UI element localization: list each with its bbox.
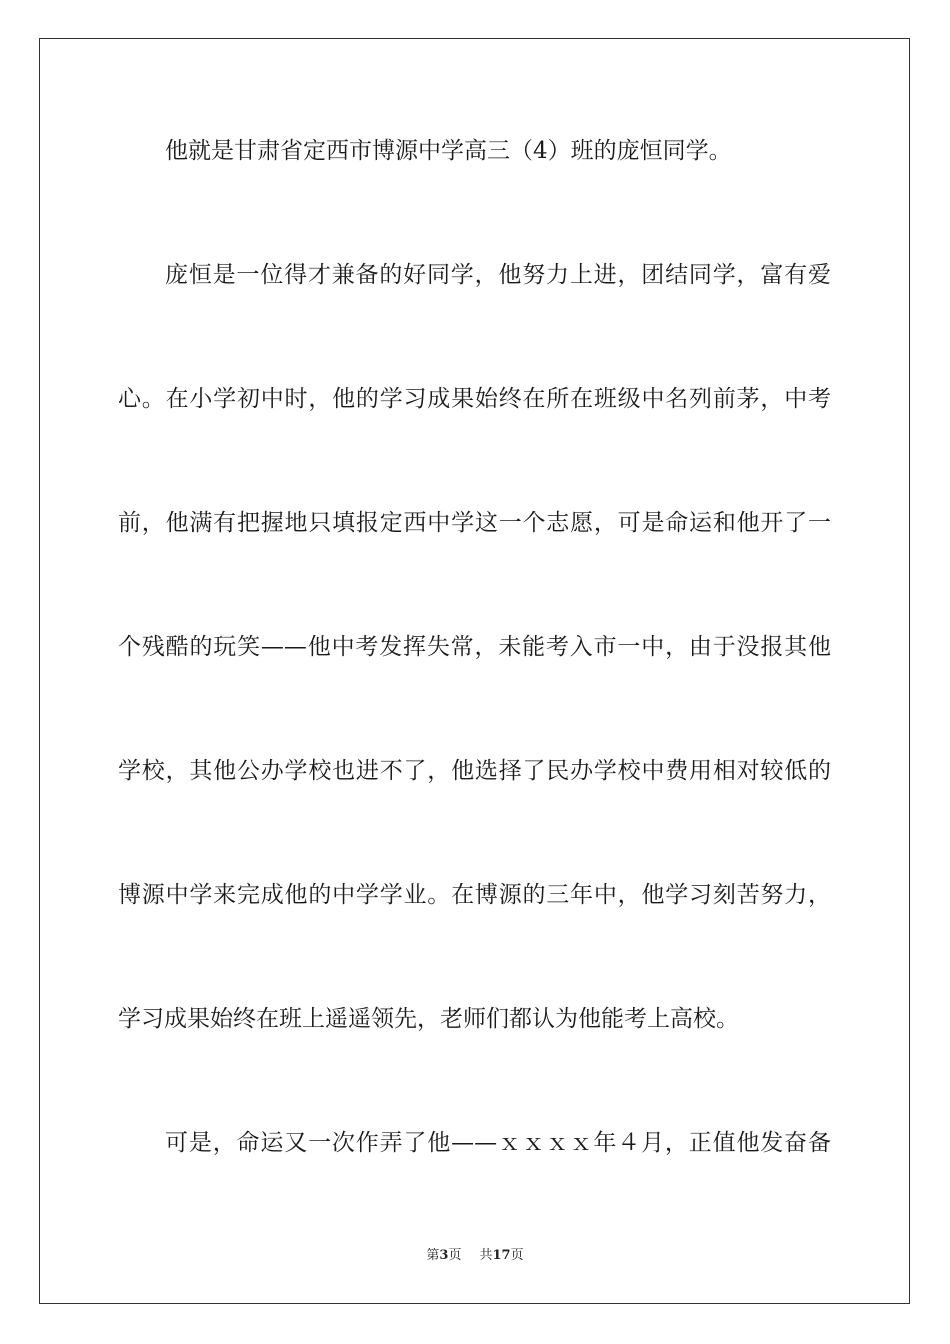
- total-suffix: 页: [510, 1248, 524, 1263]
- paragraph-line-7: 博源中学来完成他的中学学业。在博源的三年中，他学习刻苦努力，: [118, 882, 831, 908]
- page-suffix: 页: [448, 1248, 462, 1263]
- paragraph-line-4: 前，他满有把握地只填报定西中学这一个志愿，可是命运和他开了一: [118, 510, 831, 536]
- paragraph-line-8: 学习成果始终在班上遥遥领先，老师们都认为他能考上高校。: [118, 1006, 739, 1032]
- paragraph-line-1: 他就是甘肃省定西市博源中学高三（4）班的庞恒同学。: [165, 138, 732, 164]
- page-footer: [0, 1247, 950, 1265]
- page-prefix: 第: [426, 1248, 440, 1263]
- paragraph-line-9: 可是，命运又一次作弄了他——ｘｘｘｘ年４月，正值他发奋备: [165, 1130, 831, 1156]
- total-pages: 17: [492, 1248, 511, 1263]
- page-number: 3: [439, 1248, 449, 1263]
- paragraph-line-3: 心。在小学初中时，他的学习成果始终在所在班级中名列前茅，中考: [118, 386, 831, 412]
- total-prefix: 共: [479, 1248, 493, 1263]
- page-border: [39, 38, 910, 1304]
- paragraph-line-2: 庞恒是一位得才兼备的好同学，他努力上进，团结同学，富有爱: [165, 262, 831, 288]
- paragraph-line-6: 学校，其他公办学校也进不了，他选择了民办学校中费用相对较低的: [118, 758, 831, 784]
- paragraph-line-5: 个残酷的玩笑——他中考发挥失常，未能考入市一中，由于没报其他: [118, 634, 831, 660]
